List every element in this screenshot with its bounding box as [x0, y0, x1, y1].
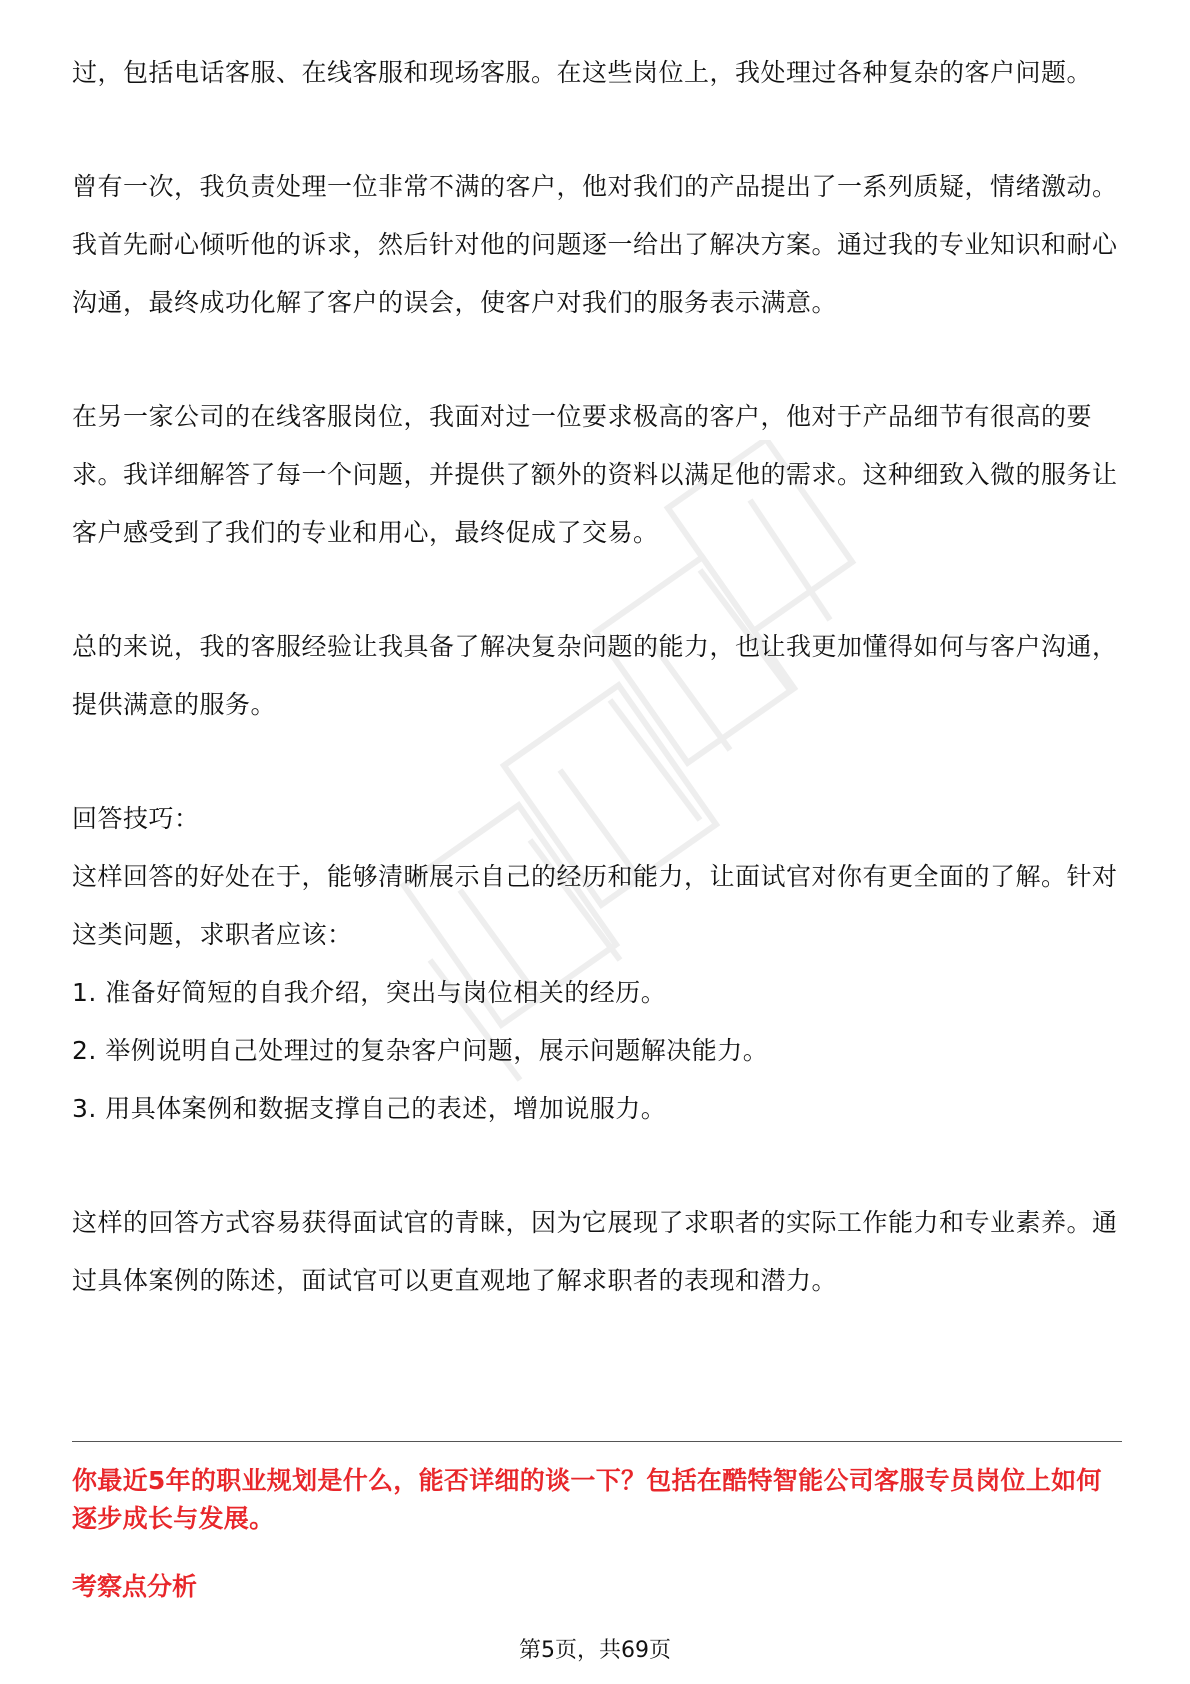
paragraph-online-service-case: 在另一家公司的在线客服岗位，我面对过一位要求极高的客户，他对于产品细节有很高的要求。我详细解答了每一个问题，并提供了额外的资料以满足他的需求。这种细致入微的服务让客户感受到了我们的专业和用心，最终促成了交易。	[72, 402, 1118, 547]
tips-list	[72, 964, 1122, 1138]
tips-heading: 回答技巧：	[72, 804, 200, 833]
tips-intro: 这样回答的好处在于，能够清晰展示自己的经历和能力，让面试官对你有更全面的了解。针对这类问题，求职者应该：	[72, 862, 1118, 949]
page-number-footer: 第5页，共69页	[519, 1638, 671, 1663]
document-body	[72, 44, 1122, 1310]
analysis-section-title: 考察点分析	[72, 1572, 198, 1601]
section-divider	[72, 1441, 1122, 1442]
paragraph-conclusion: 这样的回答方式容易获得面试官的青睐，因为它展现了求职者的实际工作能力和专业素养。通过具体案例的陈述，面试官可以更直观地了解求职者的表现和潜力。	[72, 1208, 1118, 1295]
paragraph-experience-intro: 过，包括电话客服、在线客服和现场客服。在这些岗位上，我处理过各种复杂的客户问题。	[72, 58, 1093, 87]
list-item: 2. 举例说明自己处理过的复杂客户问题，展示问题解决能力。	[72, 1036, 769, 1065]
list-item: 1. 准备好简短的自我介绍，突出与岗位相关的经历。	[72, 978, 667, 1007]
paragraph-dissatisfied-customer-case: 曾有一次，我负责处理一位非常不满的客户，他对我们的产品提出了一系列质疑，情绪激动。我首先耐心倾听他的诉求，然后针对他的问题逐一给出了解决方案。通过我的专业知识和耐心沟通，最终成功化解了客户的误会，使客户对我们的服务表示满意。	[72, 172, 1118, 317]
list-item: 3. 用具体案例和数据支撑自己的表述，增加说服力。	[72, 1094, 667, 1123]
next-question-heading: 你最近5年的职业规划是什么，能否详细的谈一下？包括在酷特智能公司客服专员岗位上如何逐步成长与发展。	[72, 1466, 1102, 1533]
paragraph-summary: 总的来说，我的客服经验让我具备了解决复杂问题的能力，也让我更加懂得如何与客户沟通，提供满意的服务。	[72, 632, 1118, 719]
